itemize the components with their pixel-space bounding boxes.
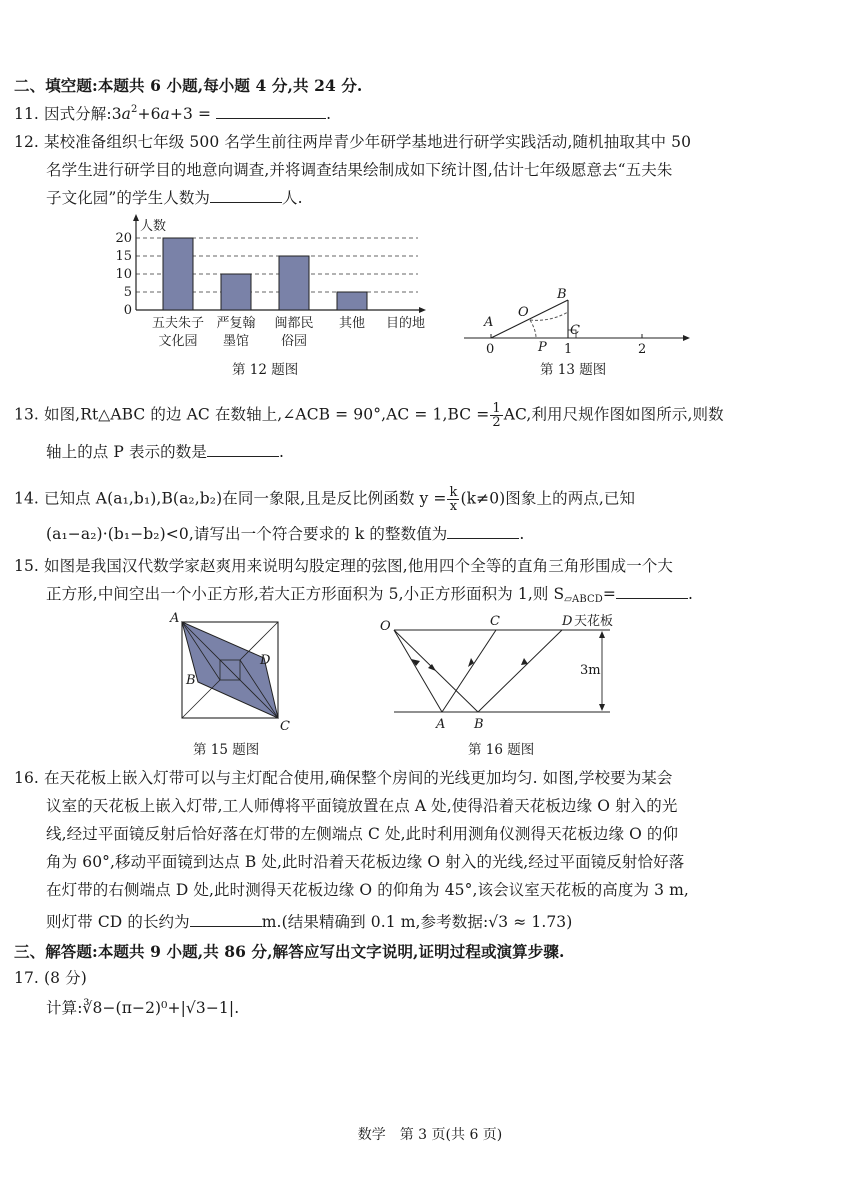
q13-number: 13. [14,405,39,424]
fig16-arrow-BD [521,658,528,665]
q11-var-a1: a [121,105,132,123]
fig12-y-arrow [133,214,139,221]
q13-answer-blank[interactable] [207,442,279,457]
q16-number: 16. [14,769,39,787]
q12-line1: 某校准备组织七年级 500 名学生前往两岸青少年研学基地进行研学实践活动,随机抽取其中 50 [43,133,692,151]
q11-text-a: 因式分解:3 [43,105,122,123]
fig13-hypotenuse-AB [491,300,568,338]
q11-answer-blank[interactable] [216,104,326,119]
q14-line2 [46,524,524,544]
q13-line2b: . [278,443,285,461]
fig13-label-A: A [484,315,494,330]
q11-var-a2: a [160,105,170,123]
q14-number: 14. [14,489,39,508]
q16-line6b: m.(结果精确到 0.1 m,参考数据:√3 ≈ 1.73) [261,913,573,931]
q16-line2: 议室的天花板上嵌入灯带,工人师傅将平面镜放置在点 A 处,使得沿着天花板边缘 O 射入的光 [46,797,678,815]
fig13-label-B: B [557,287,567,302]
q15-line2 [46,584,693,610]
fig15-caption: 第 15 题图 [193,742,260,758]
fig13-label-1: 1 [564,342,573,357]
q14-answer-blank[interactable] [447,524,519,539]
fig16-arrow-OA [411,659,420,666]
page-footer: 数学 第 3 页(共 6 页) [357,1127,503,1143]
q12-line3b: 人. [282,189,303,207]
q14-line2a: (a₁−a₂)·(b₁−b₂)<0,请写出一个符合要求的 k 的整数值为 [46,525,448,543]
fig16-ray-AC [442,630,496,712]
q16-line5: 在灯带的右侧端点 D 处,此时测得天花板边缘 O 的仰角为 45°,该会议室天花板的高度为 3 m, [46,881,689,899]
fig12-category-label: 墨馆 [222,334,250,349]
q13-line2a: 轴上的点 P 表示的数是 [46,443,207,461]
fig12-ytick-label: 0 [123,303,132,318]
fig13-label-P: P [538,340,547,355]
fig12-bar-chart [96,212,446,352]
fig16-height-arrow-bottom [599,704,605,711]
q14-line1a: 已知点 A(a₁,b₁),B(a₂,b₂)在同一象限,且是反比例函数 y = [43,489,447,508]
fig16-label-A: A [436,717,446,732]
q13-line2 [46,442,284,462]
q15-line2a: 正方形,中间空出一个小正方形,若大正方形面积为 5,小正方形面积为 1,则 S [46,585,565,603]
q16-answer-blank[interactable] [190,912,262,927]
question-17-header [14,968,87,988]
q13-line1b: AC,利用尺规作图如图所示,则数 [503,405,724,424]
question-11: 11. 因式分解$:3a^2+6a+3$ = . [14,104,332,123]
fig15-label-B: B [186,673,196,688]
q12-line3a: 子文化园”的学生人数为 [46,189,211,207]
question-12-line1 [14,132,691,152]
fig16-ceiling-figure [376,608,646,736]
q15-subscript: ▱ABCD [564,594,603,605]
question-13-line1 [14,402,724,429]
fig16-ray-OA [394,630,442,712]
section3-heading: 三、解答题:本题共 9 小题,共 86 分,解答应写出文字说明,证明过程或演算步骤. [14,942,565,961]
fig13-label-C: C [570,323,580,338]
q14-line2b: . [519,525,525,543]
fig16-label-ceiling: 天花板 [574,614,614,629]
fig12-xlabel: 目的地 [386,316,426,331]
fig16-label-D: D [562,614,573,629]
q15-line2b: = [602,585,616,603]
fig12-ylabel: 人数 [140,219,167,234]
fig12-ytick-label: 15 [115,249,132,264]
fig16-label-B: B [474,717,484,732]
q17-text: 计算:∛8−(π−2)⁰+|√3−1|. [46,999,240,1017]
fig13-label-2: 2 [638,342,647,357]
q16-line3: 线,经过平面镜反射后恰好落在灯带的左侧端点 C 处,此时利用测角仪测得天花板边缘 O 的仰 [46,825,679,843]
fig13-label-O: O [518,305,529,320]
q12-line2: 名学生进行研学目的地意向调查,并将调查结果绘制成如下统计图,估计七年级愿意去“五夫朱 [46,161,673,179]
q13-line1a: 如图,Rt△ABC 的边 AC 在数轴上,∠ACB = 90°,AC = 1,BC = [43,405,490,424]
fig12-ytick-label: 5 [123,285,132,300]
q15-answer-blank[interactable] [616,584,688,599]
q16-line1: 在天花板上嵌入灯带可以与主灯配合使用,确保整个房间的光线更加均匀. 如图,学校要为某会 [43,769,673,787]
q11-text-c: +6 [137,105,161,123]
section2-heading: 二、填空题:本题共 6 小题,每小题 4 分,共 24 分. [14,76,363,95]
fig16-label-C: C [490,614,500,629]
q15-line1: 如图是我国汉代数学家赵爽用来说明勾股定理的弦图,他用四个全等的直角三角形围成一个大 [43,557,674,575]
fig13-number-line-figure [458,282,698,358]
q16-line6a: 则灯带 CD 的长约为 [46,913,190,931]
fig12-x-arrow [419,307,426,313]
q17-points: (8 分) [43,969,87,987]
fig15-string-figure [166,608,298,736]
fig12-category-label: 五夫朱子 [151,316,205,331]
q12-line3 [46,188,303,208]
fig12-bar [337,292,367,310]
fig15-line-1 [240,622,278,660]
fig15-label-D: D [260,653,271,668]
q16-line4: 角为 60°,移动平面镜到达点 B 处,此时沿着天花板边缘 O 射入的光线,经过平面镜反射恰好落 [46,853,685,871]
q16-line6 [46,912,572,932]
fig12-category-label: 其他 [338,316,366,331]
question-16-line1 [14,768,673,788]
fig12-category-label: 俗园 [280,334,308,349]
fig13-label-0: 0 [486,342,495,357]
fig16-height-arrow-top [599,631,605,638]
question-15-line1 [14,556,673,576]
q15-number: 15. [14,557,39,575]
q14-line1b: (k≠0)图象上的两点,已知 [460,489,636,508]
fig16-label-height: 3m [580,663,601,678]
fig13-arc-OP [530,320,536,338]
fig12-category-label: 闽都民 [274,316,314,331]
fig15-label-A: A [170,611,180,626]
q14-fraction: $\frac{k}{x}$ [449,485,458,514]
fig12-category-label: 严复翰 [216,316,256,331]
fig16-ray-BD [478,630,562,712]
fig12-caption: 第 12 题图 [232,362,299,378]
q17-number: 17. [14,969,39,987]
q12-number: 12. [14,133,39,151]
fig13-caption: 第 13 题图 [540,362,607,378]
q11-number: 11. [14,105,39,123]
q15-line2c: . [687,585,693,603]
question-14-line1 [14,486,635,513]
fig12-bar [163,238,193,310]
fig12-ytick-label: 10 [115,267,132,282]
fig15-label-C: C [280,719,290,734]
q12-answer-blank[interactable] [210,188,282,203]
q11-end: . [326,105,332,123]
q13-fraction: $\frac{1}{2}$ [492,401,501,430]
fig13-arrow [683,335,690,341]
fig12-ytick-label: 20 [115,231,132,246]
fig16-label-O: O [380,619,391,634]
q11-text-e: +3 = [169,105,212,123]
fig16-caption: 第 16 题图 [468,742,535,758]
fig12-bar [221,274,251,310]
fig12-bar [279,256,309,310]
fig12-category-label: 文化园 [158,334,198,349]
